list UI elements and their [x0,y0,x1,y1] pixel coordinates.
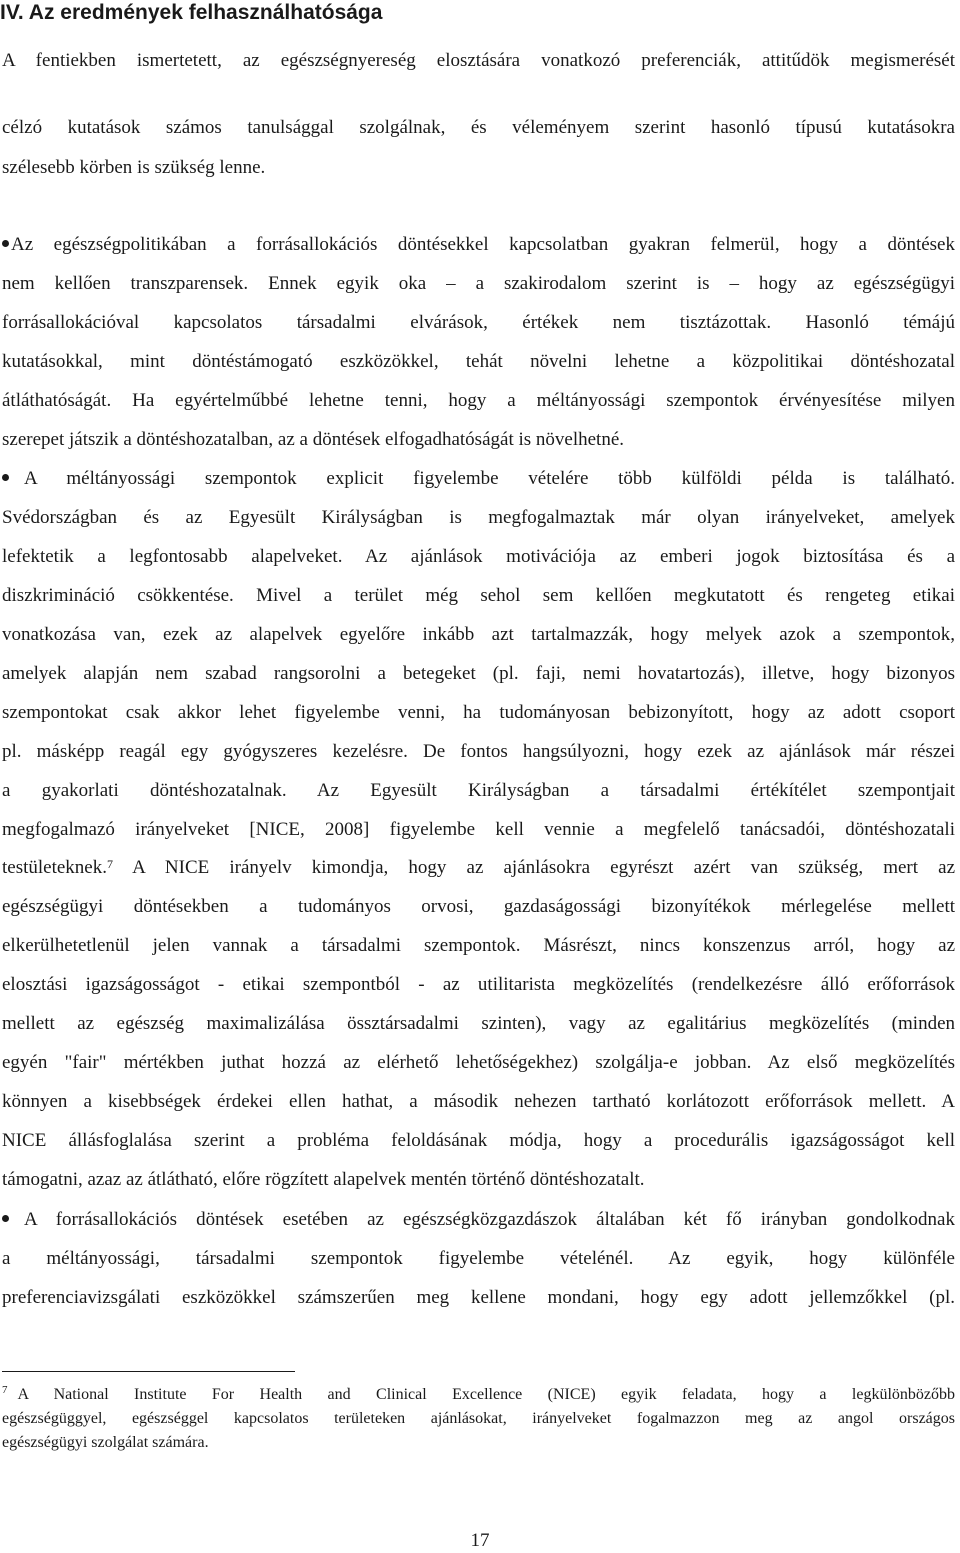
body-line: amelyek alapján nem szabad rangsorolni a betegeket (pl. faji, nemi hovatartozás), illetve, hogy bizonyos [2,663,955,684]
body-line: testületeknek.$^7$ A NICE irányelv kimondja, hogy az ajánlásokra egyrészt azért van szükség, mert az [2,857,955,878]
body-line: célzó kutatások számos tanulsággal szolgálnak, és véleményem szerint hasonló típusú kutatásokra [2,117,955,138]
footnote-number: 7 [2,1384,8,1396]
footnote-reference: 7 [107,857,113,871]
body-line: Svédországban és az Egyesült Királyságban is megfogalmaztak már olyan irányelveket, amelyek [2,507,955,528]
body-line: lefektetik a legfontosabb alapelveket. Az ajánlások motivációja az emberi jogok biztosítása és a [2,546,955,567]
body-line: átláthatóságát. Ha egyértelműbbé lehetne tenni, hogy a méltányossági szempontok érvényesítése milyen [2,390,955,411]
body-line: Az egészségpolitikában a forrásallokációs döntésekkel kapcsolatban gyakran felmerül, hogy a döntések [2,232,955,258]
body-line: a gyakorlati döntéshozatalnak. Az Egyesült Királyságban a társadalmi értékítélet szempontjait [2,780,955,801]
body-line: NICE állásfoglalása szerint a probléma feloldásának módja, hogy a procedurális igazságosságot kell [2,1130,955,1151]
bullet-icon [2,474,9,481]
body-line: diszkrimináció csökkentése. Mivel a terület még sehol sem kellően megkutatott és rengeteg etikai [2,585,955,606]
body-line: szempontokat csak akkor lehet figyelembe venni, ha tudományosan bebizonyított, hogy az adott csoport [2,702,955,723]
body-line: pl. másképp reagál egy gyógyszeres kezelésre. De fontos hangsúlyozni, hogy ezek az ajánlások már részei [2,741,955,762]
footnote-line: egészségügyi szolgálat számára. [2,1434,209,1451]
body-line: elosztási igazságosságot - etikai szempontból - az utilitarista megközelítés (rendelkezésre álló erőforrások [2,974,955,995]
body-line: szélesebb körben is szükség lenne. [2,157,266,178]
footnote-separator [2,1371,295,1372]
body-line: egészségügyi döntésekben a tudományos orvosi, gazdaságossági bizonyítékok mérlegelése mellett [2,896,955,917]
body-line: A méltányossági szempontok explicit figyelembe vételére több külföldi példa is található. [2,466,955,492]
section-heading: IV. Az eredmények felhasználhatósága [0,1,383,24]
body-line: elkerülhetetlenül jelen vannak a társadalmi szempontok. Másrészt, nincs konszenzus arról, hogy az [2,935,955,956]
body-line: kutatásokkal, mint döntéstámogató eszközökkel, tehát növelni lehetne a közpolitikai döntéshozatal [2,351,955,372]
body-line: megfogalmazó irányelveket [NICE, 2008] figyelembe kell vennie a megfelelő tanácsadói, döntéshozatali [2,819,955,840]
body-line: vonatkozása van, ezek az alapelvek egyelőre inkább azt tartalmazzák, hogy melyek azok a szempontok, [2,624,955,645]
bullet-icon [2,1215,9,1222]
body-line: szerepet játszik a döntéshozatalban, az a döntések elfogadhatóságát is növelhetné. [2,429,624,450]
body-line: mellett az egészség maximalizálása össztársadalmi szinten), vagy az egalitárius megközelítés (minden [2,1013,955,1034]
body-line: egyén "fair" mértékben juthat hozzá az elérhető lehetőségekhez) szolgálja-e jobban. Az első megközelítés [2,1052,955,1073]
body-line: A forrásallokációs döntések esetében az egészségközgazdászok általában két fő irányban gondolkodnak [2,1207,955,1233]
body-line: preferenciavizsgálati eszközökkel számszerűen meg kellene mondani, hogy egy adott jellemzőkkel (pl. [2,1287,955,1308]
bullet-icon [2,240,9,247]
body-line: könnyen a kisebbségek érdekei ellen hathat, a második nehezen tartható korlátozott erőforrások mellett. A [2,1091,955,1112]
page-number: 17 [470,1530,490,1551]
body-line: A fentiekben ismertetett, az egészségnyereség elosztására vonatkozó preferenciák, attitűdök megismerését [2,50,955,71]
body-line: támogatni, azaz az átlátható, előre rögzített alapelvek mentén történő döntéshozatalt. [2,1169,645,1190]
body-line: a méltányossági, társadalmi szempontok figyelembe vételénél. Az egyik, hogy különféle [2,1248,955,1269]
body-line: nem kellően transzparensek. Ennek egyik oka – a szakirodalom szerint is – hogy az egészségügyi [2,273,955,294]
body-line: forrásallokációval kapcsolatos társadalmi elvárások, értékek nem tisztázottak. Hasonló témájú [2,312,955,333]
footnote-line: $^7$ A National Institute For Health and Clinical Excellence (NICE) egyik feladata, hogy a legkülönbözőbb [2,1384,955,1403]
footnote-line: egészségüggyel, egészséggel kapcsolatos területeken ajánlásokat, irányelveket fogalmazzon meg az angol országos [2,1410,955,1427]
